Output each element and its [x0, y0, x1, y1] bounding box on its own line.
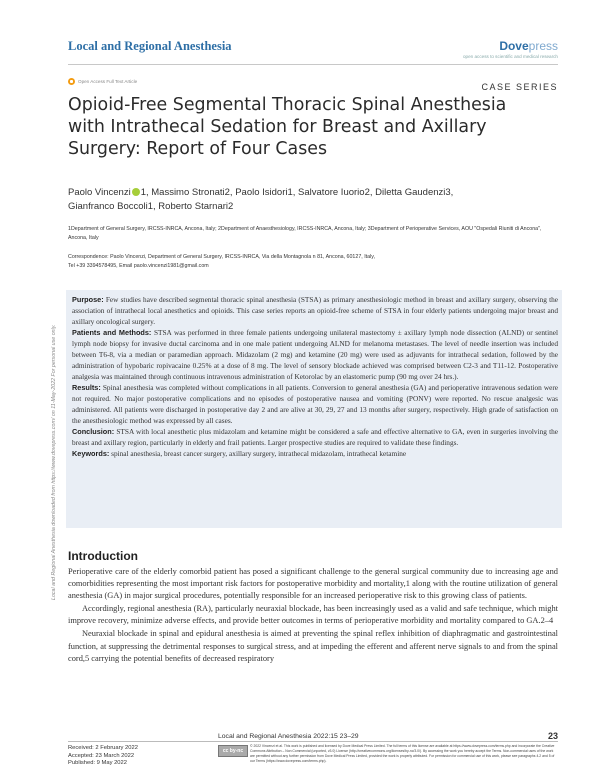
intro-paragraph-3: Neuraxial blockade in spinal and epidural anesthesia is aimed at preventing the spinal reflex inhibition of diaphragmatic and gastrointestinal function, at suppressing the detrimental responses to surgical stress, and at impeding the efferent and afferent nerve signals to and from the spinal cord,5 carrying the potential benefits of decreased respiratory	[68, 629, 558, 663]
page-number: 23	[547, 731, 558, 741]
purpose-label: Purpose:	[72, 295, 104, 304]
conclusion-text: STSA with local anesthetic plus midazolam and ketamine might be considered a safe and effective alternative to GA, even in surgeries involving the breast and axillary region, particularly in elderly and frail patients. Larger prospective studies are required to validate these findings.	[72, 427, 558, 447]
accepted-date: Accepted: 23 March 2022	[68, 752, 135, 759]
introduction-heading: Introduction	[68, 549, 138, 563]
license-text: © 2022 Vincenzi et al. This work is published and licensed by Dove Medical Press Limited. The full terms of this license are available at https://www.dovepress.com/terms.php and incorporate the Creative Commons Attribution – Non Commercial (unported, v3.0) License (http://creativecommons.org/licenses/by-nc/3.0/). By accessing the work you hereby accept the Terms. Non-commercial uses of the work are permitted without any further permission from Dove Medical Press Limited, provided the work is properly attributed. For permission for commercial use of this work, please see paragraphs 4.2 and 5 of our Terms (https://www.dovepress.com/terms.php).	[250, 744, 555, 763]
keywords-text: spinal anesthesia, breast cancer surgery, axillary surgery, intrathecal midazolam, intrathecal ketamine	[111, 449, 407, 458]
article-type: CASE SERIES	[481, 82, 558, 92]
open-access-label: Open Access Full Text Article	[78, 79, 138, 84]
publisher-logo[interactable]	[463, 39, 558, 59]
header-divider	[68, 64, 558, 65]
footer-journal-ref: Local and Regional Anesthesia 2022:15 23–29	[218, 733, 359, 740]
publication-dates	[68, 745, 138, 768]
introduction-body	[68, 566, 558, 665]
results-label: Results:	[72, 383, 101, 392]
journal-name[interactable]: Local and Regional Anesthesia	[68, 39, 232, 53]
conclusion-label: Conclusion:	[72, 427, 115, 436]
intro-paragraph-1: Perioperative care of the elderly comorbid patient has posed a significant challenge to the general surgical community due to increasing age and comorbidities representing the most important risk factors for postoperative morbidity and mortality,1 along with the routine utilization of general anesthesia (GA) in major surgical procedures, potentially responsible for an increased perioperative risk to this growing class of patients.	[68, 567, 558, 601]
published-date: Published: 9 May 2022	[68, 760, 127, 767]
publisher-brand-dove: Dove	[499, 39, 529, 53]
download-side-note: Local and Regional Anesthesia downloaded from https://www.dovepress.com/ on 11-May-2022 For personal use only.	[51, 324, 57, 600]
received-date: Received: 2 February 2022	[68, 745, 138, 751]
methods-label: Patients and Methods:	[72, 328, 152, 337]
correspondence-line2[interactable]: Tel +39 3394578495, Email paolo.vincenzi1981@gmail.com	[68, 262, 209, 269]
first-author[interactable]: Paolo Vincenzi	[68, 187, 131, 198]
author-list	[68, 186, 558, 214]
results-text: Spinal anesthesia was completed without complications in all patients. Conversion to general anesthesia (GA) and perioperative intravenous sedation were not required. No major postoperative complications and no episodes of postoperative nausea and vomiting (PONV) were reported. No rescue analgesic was administered. All patients were discharged in postoperative day 2 and are alive at 30, 29, 27 and 13 months after surgery, respectively. High grade of satisfaction on the anesthesiologic method was expressed by all cases.	[72, 383, 559, 425]
purpose-text: Few studies have described segmental thoracic spinal anesthesia (STSA) as primary anesthesiologic method in breast and axillary surgery, observing the association of intrathecal local anesthetics and opioids. This case series reports an opioid-free scheme of STSA in four elderly patients undergoing major breast and axillary oncological surgery.	[72, 295, 558, 326]
authors-line1-rest: 1, Massimo Stronati2, Paolo Isidori1, Salvatore Iuorio2, Diletta Gaudenzi3,	[140, 187, 454, 198]
authors-line2: Gianfranco Boccoli1, Roberto Starnari2	[68, 201, 234, 212]
open-access-badge	[68, 78, 137, 85]
abstract	[72, 294, 558, 459]
keywords-label: Keywords:	[72, 449, 110, 458]
correspondence	[68, 253, 558, 270]
publisher-brand-press: press	[528, 39, 558, 53]
open-access-lock-icon	[68, 78, 75, 85]
publisher-tagline: open access to scientific and medical research	[463, 54, 558, 59]
cc-label: cc by-nc	[222, 748, 244, 754]
footer-divider	[68, 741, 558, 742]
correspondence-line1: Correspondence: Paolo Vincenzi, Department of General Surgery, IRCSS-INRCA, Via della Montagnola n 81, Ancona, 60127, Italy,	[68, 254, 375, 260]
intro-paragraph-2: Accordingly, regional anesthesia (RA), particularly neuraxial blockade, has been increasingly used as a valid and safe technique, which might improve recovery, minimize adverse effects, and provide better outcomes in terms of perioperative morbidity and mortality compared to GA.2–4	[68, 604, 558, 626]
creative-commons-badge[interactable]	[218, 745, 248, 757]
methods-text: STSA was performed in three female patients undergoing unilateral mastectomy ± axillary lymph node dissection (ALND) or sentinel lymph node biopsy for invasive ductal carcinoma and in one male patient undergoing ALND for melanoma metastases. The level of needle insertion was included between T6-8, via a median or paramedian approach. Midazolam (2 mg) and ketamine (20 mg) were used as adjuvants for intrathecal sedation, followed by the administration of hypobaric ropivacaine 0.25% at a dose of 8 mg. The level of sensory blockade achieved was comprised between C2-3 and T11-12. Postoperative analgesia was maintained through continuous intravenous administration of Ketorolac by an elastomeric pump (90 mg over 24 hrs.).	[72, 328, 559, 381]
article-title: Opioid-Free Segmental Thoracic Spinal Anesthesia with Intrathecal Sedation for Breast and Axillary Surgery: Report of Four Cases	[68, 95, 507, 159]
orcid-icon[interactable]	[132, 188, 140, 196]
affiliations: 1Department of General Surgery, IRCSS-INRCA, Ancona, Italy; 2Department of Anaesthesiology, IRCSS-INRCA, Ancona, Italy; 3Department of Perioperative Services, AOU "Ospedali Riuniti di Ancona", Ancona, Italy	[68, 226, 542, 241]
